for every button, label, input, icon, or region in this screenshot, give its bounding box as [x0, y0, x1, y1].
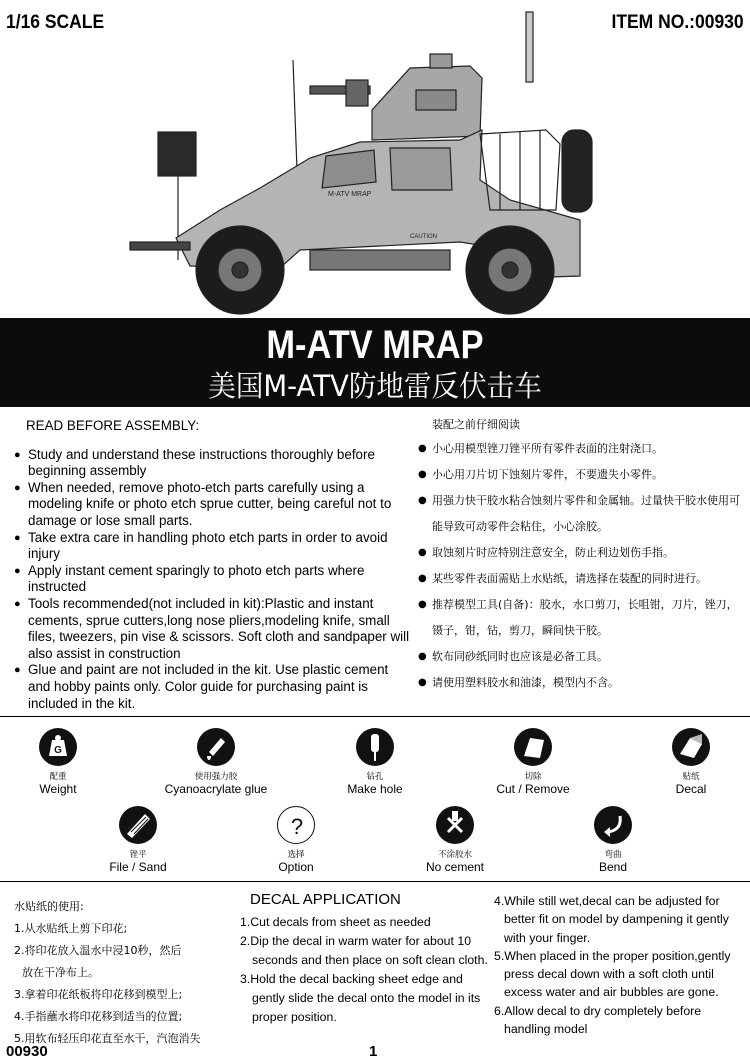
item-number: ITEM NO.:00930 [611, 12, 744, 33]
decal-instructions-english [240, 890, 495, 1027]
legend-decal: 贴纸 Decal [636, 728, 746, 796]
list-item: 2.将印花放入温水中浸10秒，然后 [14, 944, 182, 957]
list-item: ● Study and understand these instructions thoroughly before beginning assembly [14, 447, 414, 480]
instructions-cn-heading: 装配之前仔细阅读 [432, 418, 520, 431]
door-marking: M-ATV MRAP [328, 191, 372, 198]
list-item: 3.拿着印花纸板将印花移到模型上; [14, 988, 183, 1001]
instructions-en-heading: READ BEFORE ASSEMBLY: [26, 418, 200, 433]
list-item: 5.用软布轻压印花直至水干，汽泡消失 [14, 1032, 201, 1045]
title-english: M-ATV MRAP [266, 323, 484, 367]
legend-option: ? 选择 Option [241, 806, 351, 874]
hull-plate: CAUTION [410, 234, 437, 240]
instructions-chinese [418, 418, 748, 696]
legend-bend: 弯曲 Bend [558, 806, 668, 874]
cut-icon [514, 728, 552, 766]
legend-no-cement: 不涂胶水 No cement [400, 806, 510, 874]
list-item: ● 小心用刀片切下蚀刻片零件，不要遗失小零件。 [418, 462, 748, 488]
list-item: 3.Hold the decal backing sheet edge and gently slide the decal onto the model in its proper position. [240, 972, 481, 1024]
decal-en-heading: DECAL APPLICATION [250, 891, 401, 908]
list-item: 放在干净布上。 [22, 966, 99, 979]
page-number: 1 [369, 1043, 378, 1060]
list-item: ● Tools recommended(not included in kit):Plastic and instant cements, sprue cutters,long nose pliers,modeling knife, small files, tweezers, pin vise & scissors. Soft cloth and sandpaper will also assist in construction [14, 596, 414, 662]
title-banner [0, 318, 750, 407]
decal-instructions-chinese [14, 896, 244, 1050]
vehicle-illustration [110, 10, 600, 316]
decal-instructions-english-continued [494, 892, 744, 1038]
list-item: 1.Cut decals from sheet as needed [240, 915, 431, 929]
list-item: ● 用强力快干胶水粘合蚀刻片零件和金属轴。过量快干胶水使用可能导致可动零件会粘住，小心涂胶。 [418, 488, 748, 540]
list-item: 2.Dip the decal in warm water for about 10 seconds and then place on soft clean cloth. [240, 934, 488, 967]
decal-cn-heading: 水贴纸的使用: [14, 900, 84, 913]
legend-cut-remove: 切除 Cut / Remove [478, 728, 588, 796]
windshield [322, 150, 376, 188]
list-item: ● 小心用模型锉刀锉平所有零件表面的注射浇口。 [418, 436, 748, 462]
side-window [390, 148, 452, 190]
front-bumper [130, 242, 190, 250]
list-item: ● Apply instant cement sparingly to photo etch parts where instructed [14, 563, 414, 596]
weight-icon [39, 728, 77, 766]
bend-icon [594, 806, 632, 844]
list-item: ● Glue and paint are not included in the kit. Use plastic cement and hobby paints only. Color guide for purchasing paint is included in the kit. [14, 662, 414, 712]
legend-make-hole: 钻孔 Make hole [320, 728, 430, 796]
legend-file-sand: 锉平 File / Sand [83, 806, 193, 874]
list-item: ● 软布同砂纸同时也应该是必备工具。 [418, 644, 748, 670]
instructions-english [14, 418, 414, 712]
svg-text:?: ? [290, 814, 304, 839]
question-icon [278, 807, 316, 845]
left-antenna [293, 60, 297, 170]
file-icon [119, 806, 157, 844]
scale-label: 1/16 SCALE [6, 12, 105, 33]
right-antenna [526, 12, 533, 82]
divider [0, 881, 750, 882]
list-item: ● 取蚀刻片时应特别注意安全，防止利边划伤手指。 [418, 540, 748, 566]
list-item: ● 某些零件表面需贴上水贴纸，请选择在装配的同时进行。 [418, 566, 748, 592]
list-item: ● 推荐模型工具(自备)：胶水，水口剪刀，长咀钳，刀片，锉刀，镊子，钳，钻，剪刀，瞬间快干胶。 [418, 592, 748, 644]
list-item: 4.While still wet,decal can be adjusted for better fit on model by dampening it gently with your finger. [494, 894, 729, 945]
monitor [158, 132, 196, 176]
decal-icon [672, 728, 710, 766]
list-item: 5.When placed in the proper position,gently press decal down with a soft cloth until excess water and air bubbles are gone. [494, 948, 731, 1000]
drill-icon [356, 728, 394, 766]
list-item: 1.从水贴纸上剪下印花; [14, 922, 128, 935]
list-item: 6.Allow decal to dry completely before handling model [494, 1003, 702, 1037]
legend-weight: G 配重 Weight [3, 728, 113, 796]
list-item: ● Take extra care in handling photo etch parts in order to avoid injury [14, 530, 414, 563]
legend-cyanoacrylate: 使用强力胶 Cyanoacrylate glue [161, 728, 271, 796]
list-item: ● When needed, remove photo-etch parts carefully using a modeling knife or photo etch sprue cutter, being careful not to damage or lose small parts. [14, 480, 414, 530]
svg-text:G: G [54, 745, 62, 756]
glue-drop-icon [197, 728, 235, 766]
list-item: ● 请使用塑料胶水和油漆，模型内不含。 [418, 670, 748, 696]
no-cement-icon [436, 806, 474, 844]
divider [0, 716, 750, 717]
title-chinese: 美国M-ATV防地雷反伏击车 [208, 369, 542, 403]
footer-item-number: 00930 [6, 1043, 48, 1060]
spare-tire [562, 130, 592, 212]
list-item: 4.手指蘸水将印花移到适当的位置; [14, 1010, 183, 1023]
